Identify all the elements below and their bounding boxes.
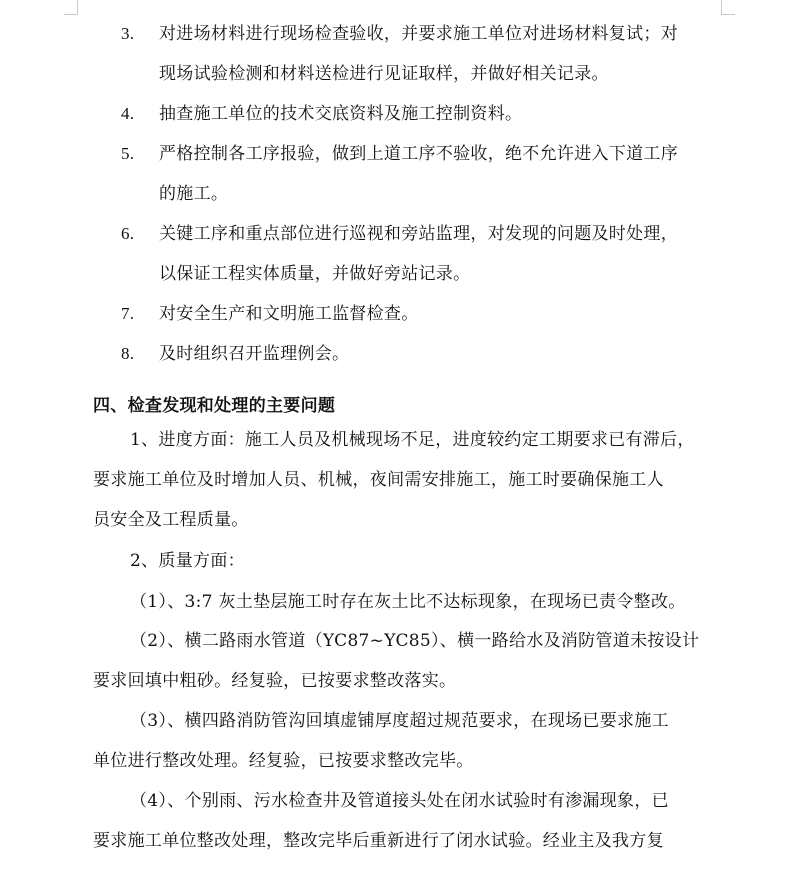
list-item-text: 的施工。 (159, 184, 229, 204)
list-item-text: 严格控制各工序报验，做到上道工序不验收，绝不允许进入下道工序 (159, 144, 678, 164)
paragraph-line: （1）、3:7 灰土垫层施工时存在灰土比不达标现象，在现场已责令整改。 (130, 592, 686, 612)
paragraph-line: 员安全及工程质量。 (93, 510, 249, 530)
list-item-text: 抽查施工单位的技术交底资料及施工控制资料。 (159, 104, 523, 124)
section-heading: 四、检查发现和处理的主要问题 (93, 396, 336, 416)
paragraph-line: 要求施工单位整改处理，整改完毕后重新进行了闭水试验。经业主及我方复 (93, 831, 664, 851)
list-item-text: 以保证工程实体质量，并做好旁站记录。 (159, 264, 471, 284)
list-item-number: 5. (121, 144, 135, 163)
list-item-text: 关键工序和重点部位进行巡视和旁站监理，对发现的问题及时处理， (159, 224, 678, 244)
list-item-text: 对进场材料进行现场检查验收，并要求施工单位对进场材料复试；对 (159, 24, 678, 44)
crop-mark-left (77, 0, 78, 14)
list-item-number: 3. (121, 24, 135, 43)
crop-mark-left-horizontal (64, 14, 78, 15)
list-item-text: 及时组织召开监理例会。 (159, 344, 350, 364)
paragraph-line: （4）、个别雨、污水检查井及管道接头处在闭水试验时有渗漏现象，已 (130, 791, 669, 811)
paragraph-line: 1、进度方面：施工人员及机械现场不足，进度较约定工期要求已有滞后， (130, 430, 695, 450)
paragraph-line: 2、质量方面： (130, 551, 245, 571)
paragraph-line: （2）、横二路雨水管道（YC87~YC85）、横一路给水及消防管道未按设计 (130, 631, 700, 651)
crop-mark-right (721, 0, 722, 14)
paragraph-line: 单位进行整改处理。经复验，已按要求整改完毕。 (93, 751, 474, 771)
list-item-text: 现场试验检测和材料送检进行见证取样，并做好相关记录。 (159, 64, 609, 84)
paragraph-line: （3）、横四路消防管沟回填虚铺厚度超过规范要求，在现场已要求施工 (130, 711, 669, 731)
list-item-number: 7. (121, 304, 135, 323)
list-item-text: 对安全生产和文明施工监督检查。 (159, 304, 419, 324)
list-item-number: 8. (121, 344, 135, 363)
paragraph-line: 要求回填中粗砂。经复验，已按要求整改落实。 (93, 671, 457, 691)
list-item-number: 4. (121, 104, 135, 123)
list-item-number: 6. (121, 224, 135, 243)
paragraph-line: 要求施工单位及时增加人员、机械，夜间需安排施工，施工时要确保施工人 (93, 470, 664, 490)
crop-mark-right-horizontal (721, 14, 735, 15)
